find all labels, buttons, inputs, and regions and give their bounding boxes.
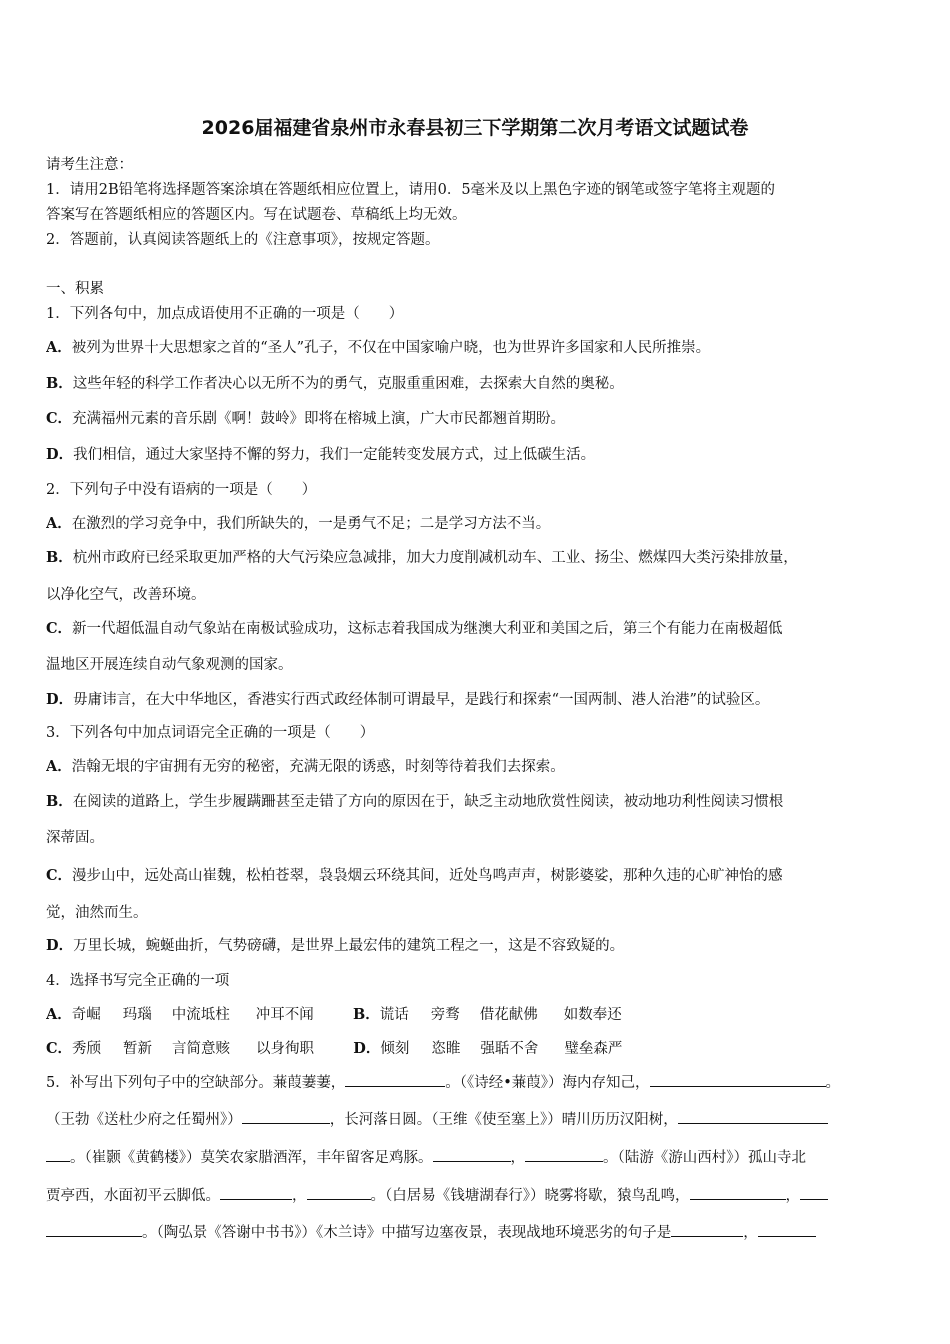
question-5-text: ， — [743, 1225, 758, 1241]
word: 秀颀 — [72, 1041, 102, 1057]
option-text: 万里长城，蜿蜒曲折，气势磅礴，是世界上最宏伟的建筑工程之一，这是不容致疑的。 — [73, 938, 625, 954]
answer-blank[interactable] — [678, 1109, 828, 1124]
answer-blank[interactable] — [800, 1185, 828, 1200]
q2-option-a[interactable] — [46, 512, 916, 533]
word: 璧垒森严 — [564, 1041, 623, 1057]
option-label: C． — [46, 1040, 73, 1057]
option-text: 漫步山中，远处高山崔魏，松柏苍翠，袅袅烟云环绕其间，近处鸟鸣声声，树影婆娑，那种久违的心旷神怡的感 — [72, 868, 783, 884]
answer-blank[interactable] — [345, 1072, 445, 1087]
question-5-text: ，长河落日圆。（王维《使至塞上》）晴川历历汉阳树， — [329, 1112, 678, 1128]
answer-blank[interactable] — [690, 1185, 786, 1200]
answer-blank[interactable] — [307, 1185, 371, 1200]
option-text: 我们相信，通过大家坚持不懈的努力，我们一定能转变发展方式，过上低碳生活。 — [73, 447, 596, 463]
q3-option-c[interactable] — [46, 864, 916, 885]
question-4-stem: 4．选择书写完全正确的一项 — [46, 973, 230, 989]
question-5-text: 5．补写出下列句子中的空缺部分。蒹葭萋萋， — [46, 1075, 346, 1091]
option-label: A． — [46, 1006, 72, 1023]
notice-item: 1．请用2B铅笔将选择题答案涂填在答题纸相应位置上，请用0．5毫米及以上黑色字迹的钢笔或签字笔将主观题的 — [46, 182, 776, 198]
word: 如数奉还 — [563, 1007, 622, 1023]
q2-option-b[interactable] — [46, 546, 916, 567]
word: 强聒不舍 — [480, 1041, 539, 1057]
option-label: C． — [46, 867, 73, 884]
q1-option-d[interactable] — [46, 443, 916, 464]
question-5-text: 。（崔颢《黄鹤楼》）莫笑农家腊酒浑，丰年留客足鸡豚。 — [70, 1150, 433, 1166]
question-5-text: ， — [292, 1188, 307, 1204]
option-text-continued: 深蒂固。 — [46, 830, 104, 846]
question-5-line — [46, 1108, 916, 1129]
answer-blank[interactable] — [650, 1072, 826, 1087]
q3-option-b[interactable] — [46, 790, 916, 811]
word: 倾刻 — [380, 1041, 410, 1057]
option-label: A． — [46, 758, 72, 775]
word: 奇崛 — [71, 1007, 101, 1023]
q4-option-c[interactable] — [46, 1041, 319, 1057]
word: 言简意赅 — [172, 1041, 231, 1057]
word: 以身徇职 — [256, 1041, 315, 1057]
q1-option-c[interactable] — [46, 407, 916, 428]
word: 玛瑙 — [122, 1007, 152, 1023]
option-text: 杭州市政府已经采取更加严格的大气污染应急减排，加大力度削减机动车、工业、扬尘、燃煤四大类污染排放量， — [72, 550, 798, 566]
q4-options-row — [46, 1037, 916, 1058]
word: 旁骛 — [430, 1007, 460, 1023]
question-5-text: 。 — [825, 1075, 841, 1091]
word: 借花献佛 — [479, 1007, 538, 1023]
option-text-continued: 以净化空气，改善环境。 — [46, 587, 206, 603]
word: 暂新 — [123, 1041, 153, 1057]
q1-option-b[interactable] — [46, 372, 916, 393]
question-5-text: ， — [510, 1150, 525, 1166]
option-label: A． — [46, 339, 72, 356]
notice-heading: 请考生注意： — [46, 157, 133, 173]
answer-blank[interactable] — [46, 1222, 142, 1237]
question-5-line — [46, 1071, 916, 1092]
option-text: 在激烈的学习竞争中，我们所缺失的，一是勇气不足；二是学习方法不当。 — [71, 516, 551, 532]
option-label: C． — [46, 410, 73, 427]
page-title: 2026届福建省泉州市永春县初三下学期第二次月考语文试题试卷 — [201, 117, 749, 139]
option-text: 毋庸讳言，在大中华地区，香港实行西式政经体制可谓最早，是践行和探索“一国两制、港人治港”的试验区。 — [73, 692, 770, 708]
answer-blank[interactable] — [46, 1147, 70, 1162]
question-5-text: （王勃《送杜少府之任蜀州》） — [46, 1112, 242, 1128]
option-label: D． — [46, 937, 74, 954]
question-5-line — [46, 1146, 916, 1167]
answer-blank[interactable] — [525, 1147, 603, 1162]
answer-blank[interactable] — [433, 1147, 511, 1162]
option-label: B． — [46, 793, 73, 810]
option-label: C． — [46, 620, 73, 637]
word: 谎话 — [379, 1007, 409, 1023]
word: 冲耳不闻 — [255, 1007, 314, 1023]
answer-blank[interactable] — [242, 1109, 330, 1124]
q1-option-a[interactable] — [46, 336, 916, 357]
option-label: A． — [46, 515, 72, 532]
question-5-text: 。（陆游《游山西村》）孤山寺北 — [603, 1150, 806, 1166]
option-label: D． — [46, 691, 74, 708]
q2-option-c[interactable] — [46, 617, 916, 638]
question-1-stem: 1．下列各句中，加点成语使用不正确的一项是（ ） — [46, 306, 404, 322]
word: 恣睢 — [431, 1041, 461, 1057]
question-5-text: ， — [785, 1188, 800, 1204]
option-text: 被列为世界十大思想家之首的“圣人”孔子，不仅在中国家喻户晓，也为世界许多国家和人民所推崇。 — [71, 340, 711, 356]
option-text: 充满福州元素的音乐剧《啊！鼓岭》即将在榕城上演，广大市民都翘首期盼。 — [72, 411, 566, 427]
q4-options-row — [46, 1003, 916, 1024]
option-label: B． — [46, 549, 73, 566]
option-label: B． — [352, 1006, 380, 1023]
question-5-text: 。（陶弘景《答谢中书书》）《木兰诗》中描写边塞夜景，表现战地环境恶劣的句子是 — [142, 1225, 672, 1241]
notice-item: 2．答题前，认真阅读答题纸上的《注意事项》，按规定答题。 — [46, 232, 440, 248]
option-text: 这些年轻的科学工作者决心以无所不为的勇气，克服重重困难，去探索大自然的奥秘。 — [72, 376, 624, 392]
option-label: D． — [353, 1040, 381, 1057]
option-text: 新一代超低温自动气象站在南极试验成功，这标志着我国成为继澳大利亚和美国之后，第三个有能力在南极超低 — [72, 621, 783, 637]
answer-blank[interactable] — [671, 1222, 743, 1237]
section-heading: 一、积累 — [46, 281, 104, 297]
option-text-continued: 觉，油然而生。 — [46, 905, 148, 921]
question-5-text: 。（《诗经•蒹葭》）海内存知己， — [445, 1075, 650, 1091]
question-5-line — [46, 1184, 916, 1205]
q4-option-b[interactable] — [353, 1007, 622, 1023]
answer-blank[interactable] — [220, 1185, 292, 1200]
question-2-stem: 2．下列句子中没有语病的一项是（ ） — [46, 482, 317, 498]
q3-option-a[interactable] — [46, 755, 916, 776]
question-3-stem: 3．下列各句中加点词语完全正确的一项是（ ） — [46, 725, 375, 741]
q2-option-d[interactable] — [46, 688, 916, 709]
notice-item: 答案写在答题纸相应的答题区内。写在试题卷、草稿纸上均无效。 — [46, 207, 467, 223]
option-label: B． — [46, 375, 73, 392]
word: 中流坻柱 — [171, 1007, 230, 1023]
q4-option-d[interactable] — [353, 1041, 622, 1057]
option-text: 在阅读的道路上，学生步履蹒跚甚至走错了方向的原因在于，缺乏主动地欣赏性阅读，被动地功利性阅读习惯根 — [72, 794, 784, 810]
question-5-text: 贾亭西，水面初平云脚低。 — [46, 1188, 220, 1204]
question-5-line — [46, 1221, 916, 1242]
q4-option-a[interactable] — [46, 1007, 318, 1023]
option-text: 浩翰无垠的宇宙拥有无穷的秘密，充满无限的诱惑，时刻等待着我们去探索。 — [71, 759, 565, 775]
question-5-text: 。（白居易《钱塘湖春行》）晓雾将歇，猿鸟乱鸣， — [370, 1188, 690, 1204]
answer-blank[interactable] — [758, 1222, 816, 1237]
option-label: D． — [46, 446, 74, 463]
q3-option-d[interactable] — [46, 934, 916, 955]
option-text-continued: 温地区开展连续自动气象观测的国家。 — [46, 657, 293, 673]
